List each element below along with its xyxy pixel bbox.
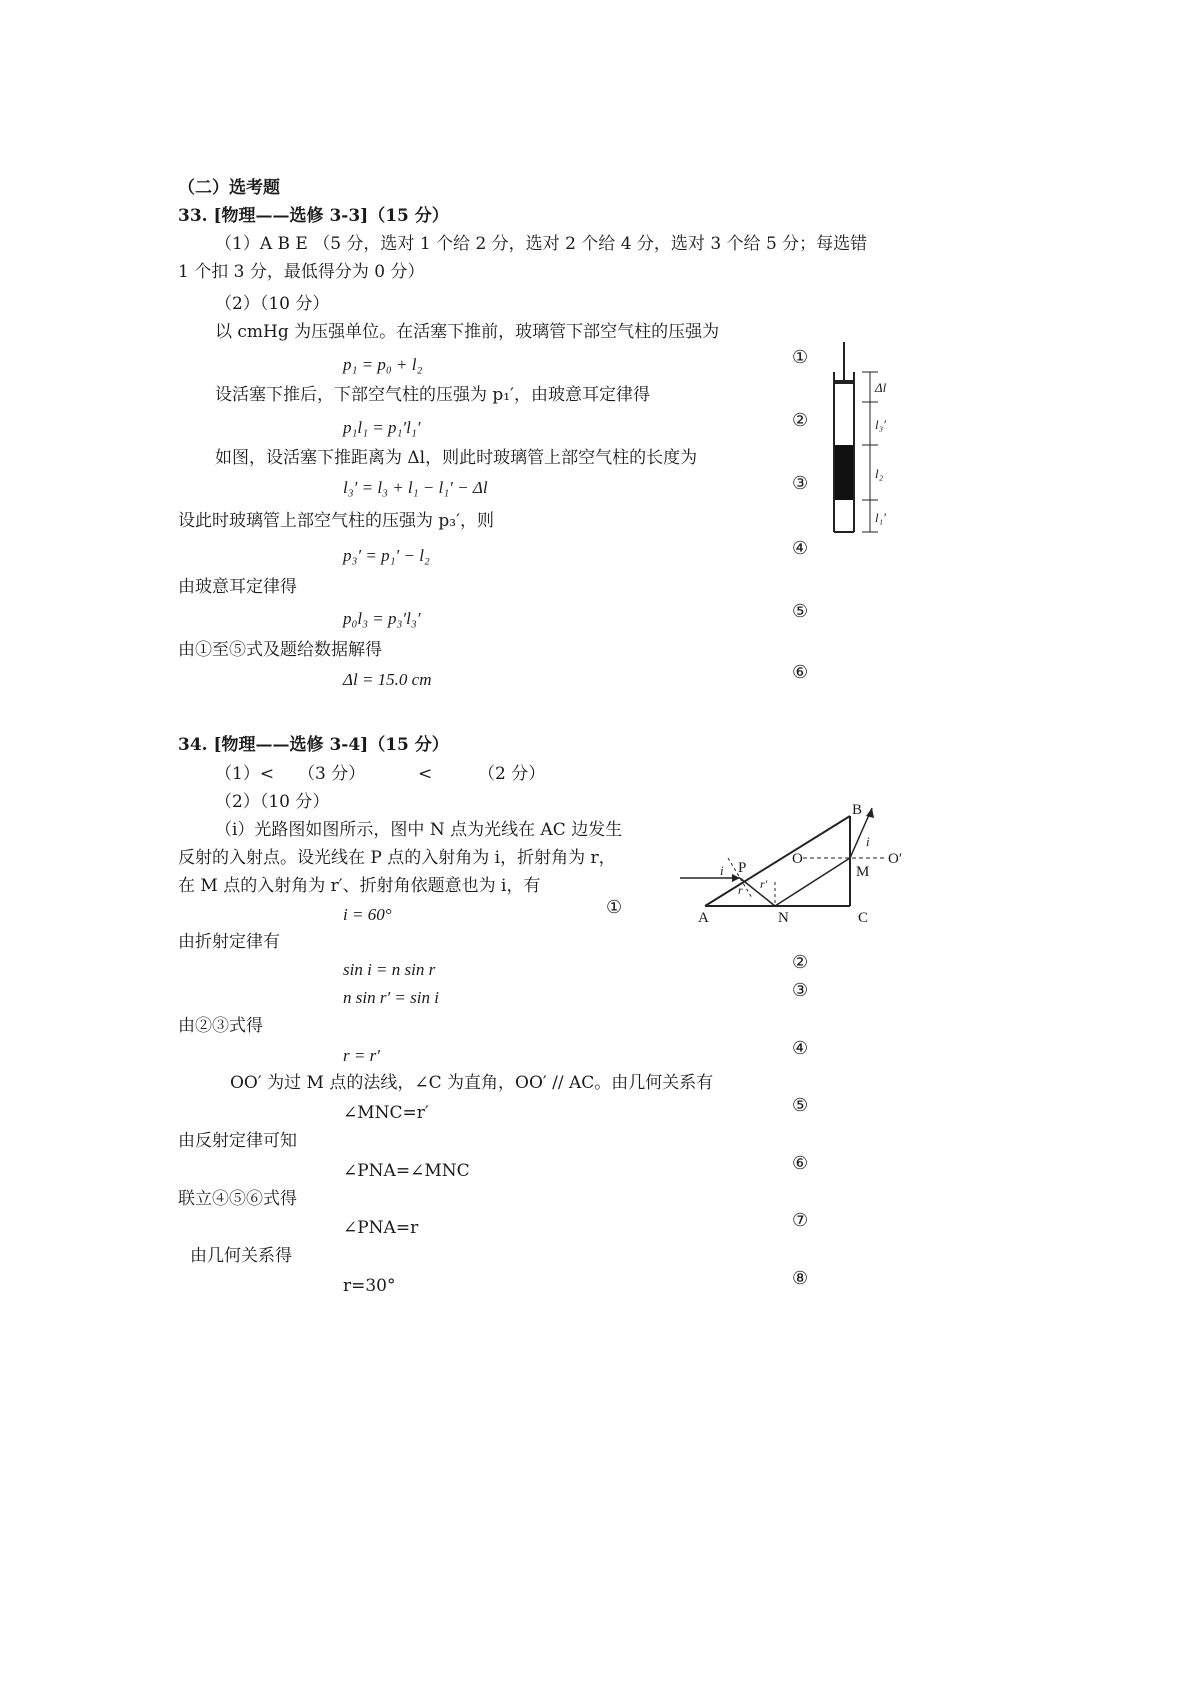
q34-text-4: 由折射定律有 bbox=[178, 932, 280, 952]
fig-label-i1: i bbox=[720, 863, 724, 878]
q34-eq-1: i = 60° bbox=[343, 905, 392, 924]
q34-eq-8: r=30° bbox=[343, 1276, 396, 1296]
q34-eq-4: r = r′ bbox=[343, 1046, 380, 1065]
q33-text-3: 如图，设活塞下推距离为 Δl，则此时玻璃管上部空气柱的长度为 bbox=[215, 448, 698, 468]
q33-part1-line2: 1 个扣 3 分，最低得分为 0 分） bbox=[178, 262, 425, 282]
q34-eqnum-4: ④ bbox=[792, 1038, 809, 1059]
q33-eq-3: l₃′ = l₃ + l₁ − l₁′ − Δl bbox=[343, 478, 488, 497]
fig-label-i2: i bbox=[866, 834, 870, 849]
section-title: （二）选考题 bbox=[178, 178, 280, 198]
q33-eqnum-3: ③ bbox=[792, 473, 809, 494]
fig-label-rp: r′ bbox=[760, 877, 768, 891]
fig-label-B: B bbox=[852, 802, 863, 818]
fig-label-P: P bbox=[738, 860, 747, 876]
q34-eq-2: sin i = n sin r bbox=[343, 960, 436, 979]
glass-tube-figure bbox=[820, 342, 900, 542]
q33-eqnum-5: ⑤ bbox=[792, 601, 809, 622]
q34-text-3: 在 M 点的入射角为 r′、折射角依题意也为 i，有 bbox=[178, 876, 541, 896]
q34-text-8: 联立④⑤⑥式得 bbox=[178, 1189, 297, 1209]
q33-eq-1: p₁ = p₀ + l₂ bbox=[343, 355, 423, 374]
q34-eqnum-6: ⑥ bbox=[792, 1153, 809, 1174]
q33-part2-header: （2）（10 分） bbox=[215, 294, 330, 314]
q34-part1-score1: （3 分） bbox=[298, 764, 366, 784]
q33-part1-line1: （1）A B E （5 分，选对 1 个给 2 分，选对 2 个给 4 分，选对 3 个给 5 分；每选错 bbox=[215, 234, 868, 254]
fig-label-l1p: l₁′ bbox=[875, 510, 886, 525]
q33-eq-6: Δl = 15.0 cm bbox=[343, 670, 432, 689]
fig-label-r: r bbox=[738, 883, 743, 897]
q34-eqnum-8: ⑧ bbox=[792, 1268, 809, 1289]
fig-label-A: A bbox=[698, 910, 709, 925]
q34-eq-6: ∠PNA=∠MNC bbox=[343, 1161, 470, 1181]
q34-part2-header: （2）（10 分） bbox=[215, 792, 330, 812]
q33-eq-5: p₀l₃ = p₃′l₃′ bbox=[343, 609, 421, 628]
q34-text-9: 由几何关系得 bbox=[190, 1246, 292, 1266]
q34-eqnum-1: ① bbox=[606, 897, 623, 918]
fig-label-N: N bbox=[778, 910, 789, 925]
q34-text-6: OO′ 为过 M 点的法线，∠C 为直角，OO′ // AC。由几何关系有 bbox=[230, 1073, 714, 1093]
q33-eqnum-6: ⑥ bbox=[792, 662, 809, 683]
q34-eq-3: n sin r′ = sin i bbox=[343, 988, 439, 1007]
q34-part1-ans2: < bbox=[418, 764, 433, 784]
q33-text-5: 由玻意耳定律得 bbox=[178, 577, 297, 597]
q33-text-4: 设此时玻璃管上部空气柱的压强为 p₃′，则 bbox=[178, 511, 494, 531]
q34-part1-label: （1）< bbox=[215, 764, 275, 784]
q34-eq-5: ∠MNC=r′ bbox=[343, 1103, 429, 1123]
q34-text-7: 由反射定律可知 bbox=[178, 1131, 297, 1151]
q33-text-1: 以 cmHg 为压强单位。在活塞下推前，玻璃管下部空气柱的压强为 bbox=[215, 322, 720, 342]
fig-label-O: O bbox=[792, 851, 803, 867]
q34-part1-score2: （2 分） bbox=[478, 764, 546, 784]
q33-eq-4: p₃′ = p₁′ − l₂ bbox=[343, 546, 430, 565]
q33-header: 33. [物理——选修 3-3]（15 分） bbox=[178, 206, 449, 226]
q33-text-2: 设活塞下推后，下部空气柱的压强为 p₁′，由玻意耳定律得 bbox=[215, 385, 650, 405]
q33-eq-2: p₁l₁ = p₁′l₁′ bbox=[343, 418, 421, 437]
q34-eqnum-7: ⑦ bbox=[792, 1210, 809, 1231]
q33-eqnum-1: ① bbox=[792, 347, 809, 368]
q34-header: 34. [物理——选修 3-4]（15 分） bbox=[178, 735, 449, 755]
q34-text-5: 由②③式得 bbox=[178, 1016, 263, 1036]
fig-label-l3p: l₃′ bbox=[875, 417, 886, 432]
q33-eqnum-4: ④ bbox=[792, 538, 809, 559]
q33-eqnum-2: ② bbox=[792, 410, 809, 431]
fig-label-dl: Δl bbox=[875, 380, 887, 395]
fig-label-l2: l₂ bbox=[875, 466, 884, 481]
fig-label-M: M bbox=[856, 864, 870, 880]
q34-text-1: （i）光路图如图所示，图中 N 点为光线在 AC 边发生 bbox=[215, 820, 623, 840]
q34-eq-7: ∠PNA=r bbox=[343, 1218, 419, 1238]
prism-ray-diagram bbox=[680, 800, 920, 925]
q34-eqnum-5: ⑤ bbox=[792, 1095, 809, 1116]
fig-label-Op: O′ bbox=[888, 851, 903, 867]
q34-eqnum-2: ② bbox=[792, 952, 809, 973]
q34-eqnum-3: ③ bbox=[792, 980, 809, 1001]
fig-label-C: C bbox=[858, 910, 869, 925]
q33-text-6: 由①至⑤式及题给数据解得 bbox=[178, 640, 382, 660]
q34-text-2: 反射的入射点。设光线在 P 点的入射角为 i，折射角为 r， bbox=[178, 848, 616, 868]
